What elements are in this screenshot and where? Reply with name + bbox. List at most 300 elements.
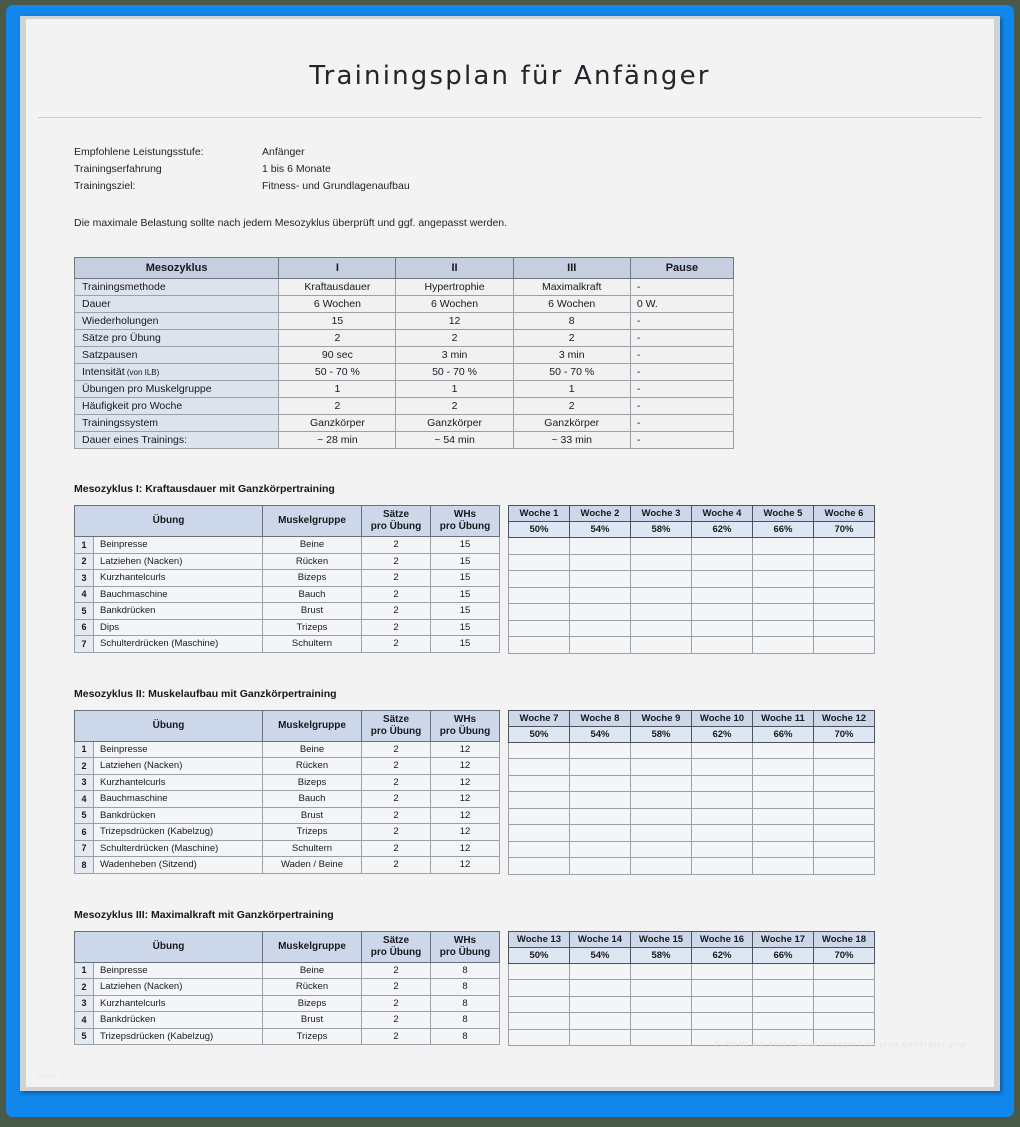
- week-entry-cell[interactable]: [814, 841, 875, 858]
- exercise-name: Bankdrücken: [94, 603, 263, 620]
- week-header-cell: Woche 1: [509, 506, 570, 522]
- table-row: [75, 381, 734, 398]
- week-entry-cell[interactable]: [509, 620, 570, 637]
- exercise-reps: 12: [431, 791, 500, 808]
- week-entry-cell[interactable]: [753, 775, 814, 792]
- week-entry-cell[interactable]: [631, 637, 692, 654]
- week-entry-row: [509, 759, 875, 776]
- week-header-cell: Woche 10: [692, 710, 753, 726]
- table-row: [75, 432, 734, 449]
- week-entry-cell[interactable]: [692, 637, 753, 654]
- exercise-sets: 2: [362, 537, 431, 554]
- mesocycle-overview-table: [74, 257, 734, 449]
- week-entry-cell[interactable]: [631, 808, 692, 825]
- week-entry-cell[interactable]: [570, 808, 631, 825]
- overview-cell: 50 - 70 %: [279, 364, 396, 381]
- week-entry-cell[interactable]: [692, 538, 753, 555]
- exercise-header-whs: [431, 710, 500, 741]
- overview-row-label: Häufigkeit pro Woche: [75, 398, 279, 415]
- exercise-name: Kurzhantelcurls: [94, 570, 263, 587]
- week-entry-cell[interactable]: [814, 571, 875, 588]
- week-percent-row: [509, 726, 875, 742]
- week-entry-cell[interactable]: [509, 775, 570, 792]
- exercise-row-number: 6: [75, 619, 94, 636]
- table-row: [75, 741, 500, 758]
- exercise-sets: 2: [362, 807, 431, 824]
- table-row: [75, 619, 500, 636]
- overview-pause-cell: -: [630, 415, 733, 432]
- exercise-sets: 2: [362, 824, 431, 841]
- week-entry-cell[interactable]: [692, 620, 753, 637]
- exercise-name: Kurzhantelcurls: [94, 774, 263, 791]
- week-header-cell: Woche 17: [753, 931, 814, 947]
- exercise-name: Beinpresse: [94, 537, 263, 554]
- overview-cell: 2: [396, 330, 513, 347]
- week-entry-cell[interactable]: [570, 554, 631, 571]
- week-entry-cell[interactable]: [753, 1013, 814, 1030]
- week-percent-cell: 54%: [570, 522, 631, 538]
- week-entry-cell[interactable]: [814, 538, 875, 555]
- week-entry-cell[interactable]: [814, 604, 875, 621]
- week-entry-cell[interactable]: [631, 1029, 692, 1046]
- week-entry-cell[interactable]: [631, 554, 692, 571]
- week-percent-cell: 54%: [570, 947, 631, 963]
- overview-pause-cell: -: [630, 330, 733, 347]
- week-entry-cell[interactable]: [570, 1029, 631, 1046]
- week-entry-cell[interactable]: [509, 1013, 570, 1030]
- week-entry-cell[interactable]: [814, 742, 875, 759]
- week-entry-row: [509, 1013, 875, 1030]
- exercise-header-saetze-line2: pro Übung: [370, 725, 422, 737]
- overview-row-label: Übungen pro Muskelgruppe: [75, 381, 279, 398]
- week-entry-row: [509, 980, 875, 997]
- exercise-header-saetze: [362, 710, 431, 741]
- week-percent-cell: 70%: [814, 726, 875, 742]
- week-percent-cell: 50%: [509, 947, 570, 963]
- overview-cell: 1: [279, 381, 396, 398]
- exercise-sets: 2: [362, 840, 431, 857]
- week-entry-row: [509, 620, 875, 637]
- exercise-name: Bauchmaschine: [94, 586, 263, 603]
- week-header-row: [509, 710, 875, 726]
- table-row: [75, 296, 734, 313]
- exercise-muscle-group: Bizeps: [263, 995, 362, 1012]
- week-entry-cell[interactable]: [692, 808, 753, 825]
- week-entry-cell[interactable]: [631, 571, 692, 588]
- week-percent-cell: 54%: [570, 726, 631, 742]
- week-entry-cell[interactable]: [814, 775, 875, 792]
- week-percent-cell: 66%: [753, 522, 814, 538]
- exercise-reps: 8: [431, 1012, 500, 1029]
- week-header-cell: Woche 15: [631, 931, 692, 947]
- week-entry-cell[interactable]: [753, 963, 814, 980]
- mesocycle-heading: Mesozyklus I: Kraftausdauer mit Ganzkörpertraining: [74, 483, 335, 495]
- week-entry-cell[interactable]: [631, 963, 692, 980]
- exercise-reps: 8: [431, 995, 500, 1012]
- exercise-name: Bankdrücken: [94, 1012, 263, 1029]
- exercise-header-saetze-line1: Sätze: [382, 509, 410, 520]
- overview-pause-cell: -: [630, 398, 733, 415]
- exercise-header-whs-line1: WHs: [453, 509, 477, 520]
- overview-cell: Maximalkraft: [513, 279, 630, 296]
- exercise-muscle-group: Bizeps: [263, 774, 362, 791]
- week-entry-cell[interactable]: [570, 587, 631, 604]
- week-entry-cell[interactable]: [753, 587, 814, 604]
- week-entry-cell[interactable]: [509, 980, 570, 997]
- week-entry-cell[interactable]: [814, 858, 875, 875]
- meta-row: [74, 161, 994, 178]
- overview-cell: 15: [279, 313, 396, 330]
- week-entry-cell[interactable]: [570, 996, 631, 1013]
- mesocycle-heading: Mesozyklus II: Muskelaufbau mit Ganzkörpertraining: [74, 687, 337, 700]
- mesocycle-overview-section: [74, 257, 994, 449]
- overview-pause-cell: -: [630, 364, 733, 381]
- overview-row-label-note: (von ILB): [124, 368, 160, 377]
- exercise-reps: 12: [431, 758, 500, 775]
- week-entry-cell[interactable]: [509, 1029, 570, 1046]
- week-entry-cell[interactable]: [753, 808, 814, 825]
- week-entry-cell[interactable]: [753, 841, 814, 858]
- week-entry-cell[interactable]: [509, 759, 570, 776]
- exercise-row-number: 5: [75, 603, 94, 620]
- table-row: [75, 774, 500, 791]
- week-entry-cell[interactable]: [570, 620, 631, 637]
- week-entry-cell[interactable]: [692, 742, 753, 759]
- exercise-muscle-group: Waden / Beine: [263, 857, 362, 874]
- week-entry-cell[interactable]: [631, 742, 692, 759]
- table-row: [75, 553, 500, 570]
- week-entry-cell[interactable]: [753, 620, 814, 637]
- exercise-row-number: 4: [75, 1012, 94, 1029]
- meta-row: [74, 178, 994, 195]
- week-entry-cell[interactable]: [570, 637, 631, 654]
- exercise-sets: 2: [362, 553, 431, 570]
- application-window-frame: [6, 5, 1014, 1117]
- exercise-header-muskelgruppe: Muskelgruppe: [263, 710, 362, 741]
- exercise-name: Latziehen (Nacken): [94, 758, 263, 775]
- week-entry-cell[interactable]: [570, 604, 631, 621]
- exercise-header-saetze-line1: Sätze: [382, 713, 410, 725]
- week-header-cell: Woche 4: [692, 506, 753, 522]
- week-entry-cell[interactable]: [814, 996, 875, 1013]
- exercise-name: Trizepsdrücken (Kabelzug): [94, 1028, 263, 1045]
- table-row: [75, 603, 500, 620]
- table-row: [75, 347, 734, 364]
- exercise-sets: 2: [362, 741, 431, 758]
- week-entry-cell[interactable]: [570, 759, 631, 776]
- mesocycle-block: [74, 505, 994, 654]
- title-divider: [38, 117, 982, 118]
- table-row: [75, 1012, 500, 1029]
- week-entry-cell[interactable]: [692, 825, 753, 842]
- exercise-muscle-group: Bizeps: [263, 570, 362, 587]
- week-entry-cell[interactable]: [692, 775, 753, 792]
- week-entry-cell[interactable]: [692, 587, 753, 604]
- week-entry-cell[interactable]: [692, 554, 753, 571]
- document-page: [26, 19, 994, 1087]
- week-entry-cell[interactable]: [509, 858, 570, 875]
- exercise-muscle-group: Trizeps: [263, 619, 362, 636]
- table-row: [75, 364, 734, 381]
- week-entry-cell[interactable]: [814, 759, 875, 776]
- week-entry-cell[interactable]: [631, 980, 692, 997]
- week-entry-cell[interactable]: [509, 742, 570, 759]
- week-header-cell: Woche 14: [570, 931, 631, 947]
- week-entry-cell[interactable]: [631, 620, 692, 637]
- week-entry-cell[interactable]: [570, 980, 631, 997]
- overview-cell: 50 - 70 %: [513, 364, 630, 381]
- week-entry-cell[interactable]: [753, 604, 814, 621]
- page-title: Trainingsplan für Anfänger: [309, 61, 711, 91]
- week-entry-cell[interactable]: [631, 858, 692, 875]
- exercise-muscle-group: Bauch: [263, 791, 362, 808]
- overview-cell: 12: [396, 313, 513, 330]
- exercise-muscle-group: Trizeps: [263, 824, 362, 841]
- week-entry-cell[interactable]: [570, 841, 631, 858]
- exercise-muscle-group: Rücken: [263, 979, 362, 996]
- week-percent-cell: 70%: [814, 522, 875, 538]
- week-entry-cell[interactable]: [692, 571, 753, 588]
- week-entry-cell[interactable]: [753, 571, 814, 588]
- week-entry-cell[interactable]: [570, 571, 631, 588]
- exercise-name: Dips: [94, 619, 263, 636]
- week-entry-cell[interactable]: [570, 792, 631, 809]
- week-header-cell: Woche 2: [570, 506, 631, 522]
- exercise-reps: 8: [431, 979, 500, 996]
- overview-pause-cell: 0 W.: [630, 296, 733, 313]
- exercise-row-number: 2: [75, 979, 94, 996]
- meta-label: Trainingsziel:: [74, 180, 136, 192]
- meta-label: Trainingserfahrung: [74, 163, 162, 175]
- table-header-row: [75, 710, 500, 741]
- week-entry-cell[interactable]: [814, 963, 875, 980]
- exercise-sets: 2: [362, 962, 431, 979]
- exercise-reps: 12: [431, 840, 500, 857]
- exercise-header-ubung: Übung: [75, 710, 263, 741]
- week-entry-cell[interactable]: [814, 587, 875, 604]
- exercise-reps: 15: [431, 553, 500, 570]
- exercise-sets: 2: [362, 1028, 431, 1045]
- exercise-muscle-group: Schultern: [263, 636, 362, 653]
- week-entry-row: [509, 604, 875, 621]
- week-entry-row: [509, 996, 875, 1013]
- exercise-muscle-group: Beine: [263, 962, 362, 979]
- week-entry-cell[interactable]: [753, 538, 814, 555]
- exercise-row-number: 1: [75, 741, 94, 758]
- week-entry-cell[interactable]: [509, 571, 570, 588]
- week-entry-cell[interactable]: [692, 759, 753, 776]
- overview-cell: 2: [279, 330, 396, 347]
- week-entry-cell[interactable]: [814, 825, 875, 842]
- table-row: [75, 791, 500, 808]
- week-entry-cell[interactable]: [692, 858, 753, 875]
- mesocycle-sections: [26, 483, 994, 1046]
- table-row: [75, 807, 500, 824]
- exercise-row-number: 2: [75, 553, 94, 570]
- week-entry-cell[interactable]: [814, 620, 875, 637]
- overview-cell: ~ 28 min: [279, 432, 396, 449]
- exercise-sets: 2: [362, 758, 431, 775]
- week-percent-row: [509, 522, 875, 538]
- week-entry-row: [509, 637, 875, 654]
- table-row: [75, 586, 500, 603]
- exercise-row-number: 6: [75, 824, 94, 841]
- week-entry-cell[interactable]: [692, 792, 753, 809]
- week-entry-cell[interactable]: [753, 554, 814, 571]
- exercise-table: [74, 931, 500, 1046]
- week-entry-cell[interactable]: [753, 996, 814, 1013]
- table-row: [75, 279, 734, 296]
- table-row: [75, 979, 500, 996]
- meta-info-block: [74, 144, 994, 195]
- overview-cell: 6 Wochen: [396, 296, 513, 313]
- week-percent-row: [509, 947, 875, 963]
- week-header-cell: Woche 8: [570, 710, 631, 726]
- exercise-sets: 2: [362, 603, 431, 620]
- week-entry-cell[interactable]: [570, 858, 631, 875]
- week-entry-cell[interactable]: [631, 775, 692, 792]
- week-entry-cell[interactable]: [753, 792, 814, 809]
- exercise-sets: 2: [362, 857, 431, 874]
- week-entry-cell[interactable]: [570, 1013, 631, 1030]
- exercise-muscle-group: Trizeps: [263, 1028, 362, 1045]
- table-row: [75, 330, 734, 347]
- meta-value: Anfänger: [262, 146, 305, 158]
- week-entry-cell[interactable]: [509, 808, 570, 825]
- footer-page-marker: Seite 1: [36, 1072, 66, 1081]
- exercise-header-ubung: Übung: [75, 931, 263, 962]
- exercise-name: Trizepsdrücken (Kabelzug): [94, 824, 263, 841]
- overview-row-label: Intensität (von ILB): [75, 364, 279, 381]
- week-header-cell: Woche 18: [814, 931, 875, 947]
- week-entry-cell[interactable]: [753, 637, 814, 654]
- week-entry-cell[interactable]: [692, 604, 753, 621]
- week-entry-cell[interactable]: [692, 963, 753, 980]
- week-entry-cell[interactable]: [509, 604, 570, 621]
- exercise-reps: 12: [431, 857, 500, 874]
- exercise-sets: 2: [362, 774, 431, 791]
- exercise-row-number: 3: [75, 774, 94, 791]
- week-entry-cell[interactable]: [570, 538, 631, 555]
- overview-cell: 1: [396, 381, 513, 398]
- exercise-header-saetze-line2: pro Übung: [370, 521, 422, 532]
- week-entry-cell[interactable]: [814, 808, 875, 825]
- week-entry-cell[interactable]: [631, 1013, 692, 1030]
- overview-header-pause: Pause: [630, 258, 733, 279]
- table-row: [75, 398, 734, 415]
- week-entry-row: [509, 775, 875, 792]
- week-entry-cell[interactable]: [692, 1013, 753, 1030]
- exercise-name: Wadenheben (Sitzend): [94, 857, 263, 874]
- week-entry-cell[interactable]: [692, 996, 753, 1013]
- overview-row-label: Dauer eines Trainings:: [75, 432, 279, 449]
- exercise-header-whs: [431, 931, 500, 962]
- exercise-row-number: 4: [75, 791, 94, 808]
- week-entry-cell[interactable]: [509, 637, 570, 654]
- week-entry-cell[interactable]: [814, 980, 875, 997]
- week-entry-cell[interactable]: [509, 841, 570, 858]
- week-entry-cell[interactable]: [509, 963, 570, 980]
- week-entry-cell[interactable]: [631, 538, 692, 555]
- week-entry-cell[interactable]: [509, 554, 570, 571]
- table-row: [75, 824, 500, 841]
- week-percent-cell: 70%: [814, 947, 875, 963]
- week-entry-cell[interactable]: [753, 858, 814, 875]
- week-entry-cell[interactable]: [814, 637, 875, 654]
- exercise-header-ubung: Übung: [75, 506, 263, 537]
- week-entry-row: [509, 742, 875, 759]
- week-entry-cell[interactable]: [570, 963, 631, 980]
- week-entry-cell[interactable]: [631, 759, 692, 776]
- week-header-row: [509, 931, 875, 947]
- exercise-muscle-group: Beine: [263, 537, 362, 554]
- week-percent-cell: 66%: [753, 947, 814, 963]
- overview-cell: 2: [513, 330, 630, 347]
- mesocycle-block: [74, 710, 994, 875]
- week-entry-cell[interactable]: [631, 792, 692, 809]
- week-entry-cell[interactable]: [509, 587, 570, 604]
- exercise-row-number: 1: [75, 537, 94, 554]
- week-entry-cell[interactable]: [753, 825, 814, 842]
- week-entry-cell[interactable]: [570, 775, 631, 792]
- week-entry-cell[interactable]: [509, 792, 570, 809]
- week-entry-cell[interactable]: [631, 841, 692, 858]
- table-row: [75, 537, 500, 554]
- week-entry-cell[interactable]: [814, 792, 875, 809]
- overview-cell: 3 min: [396, 347, 513, 364]
- exercise-sets: 2: [362, 619, 431, 636]
- week-entry-cell[interactable]: [753, 980, 814, 997]
- exercise-muscle-group: Bauch: [263, 586, 362, 603]
- exercise-header-whs-line1: WHs: [453, 934, 477, 946]
- exercise-row-number: 3: [75, 995, 94, 1012]
- table-header-row: [75, 931, 500, 962]
- overview-row-label: Wiederholungen: [75, 313, 279, 330]
- week-entry-cell[interactable]: [692, 980, 753, 997]
- overview-cell: 6 Wochen: [513, 296, 630, 313]
- week-entry-cell[interactable]: [631, 604, 692, 621]
- overview-row-label: Sätze pro Übung: [75, 330, 279, 347]
- week-entry-cell[interactable]: [631, 587, 692, 604]
- week-entry-cell[interactable]: [631, 825, 692, 842]
- week-entry-cell[interactable]: [509, 996, 570, 1013]
- week-entry-row: [509, 792, 875, 809]
- week-entry-cell[interactable]: [509, 825, 570, 842]
- week-entry-cell[interactable]: [570, 825, 631, 842]
- exercise-row-number: 5: [75, 807, 94, 824]
- week-entry-cell[interactable]: [753, 742, 814, 759]
- exercise-row-number: 7: [75, 840, 94, 857]
- exercise-sets: 2: [362, 586, 431, 603]
- mesocycle-overview-body: [75, 279, 734, 449]
- exercise-reps: 8: [431, 962, 500, 979]
- week-entry-cell[interactable]: [570, 742, 631, 759]
- week-entry-cell[interactable]: [814, 554, 875, 571]
- week-entry-cell[interactable]: [753, 759, 814, 776]
- overview-header-ii: II: [396, 258, 513, 279]
- table-row: [75, 758, 500, 775]
- exercise-sets: 2: [362, 791, 431, 808]
- week-entry-cell[interactable]: [692, 841, 753, 858]
- exercise-name: Schulterdrücken (Maschine): [94, 840, 263, 857]
- week-entry-cell[interactable]: [631, 996, 692, 1013]
- week-percent-cell: 62%: [692, 726, 753, 742]
- week-header-row: [509, 506, 875, 522]
- week-entry-cell[interactable]: [509, 538, 570, 555]
- week-header-cell: Woche 3: [631, 506, 692, 522]
- exercise-reps: 12: [431, 741, 500, 758]
- week-entry-cell[interactable]: [814, 1013, 875, 1030]
